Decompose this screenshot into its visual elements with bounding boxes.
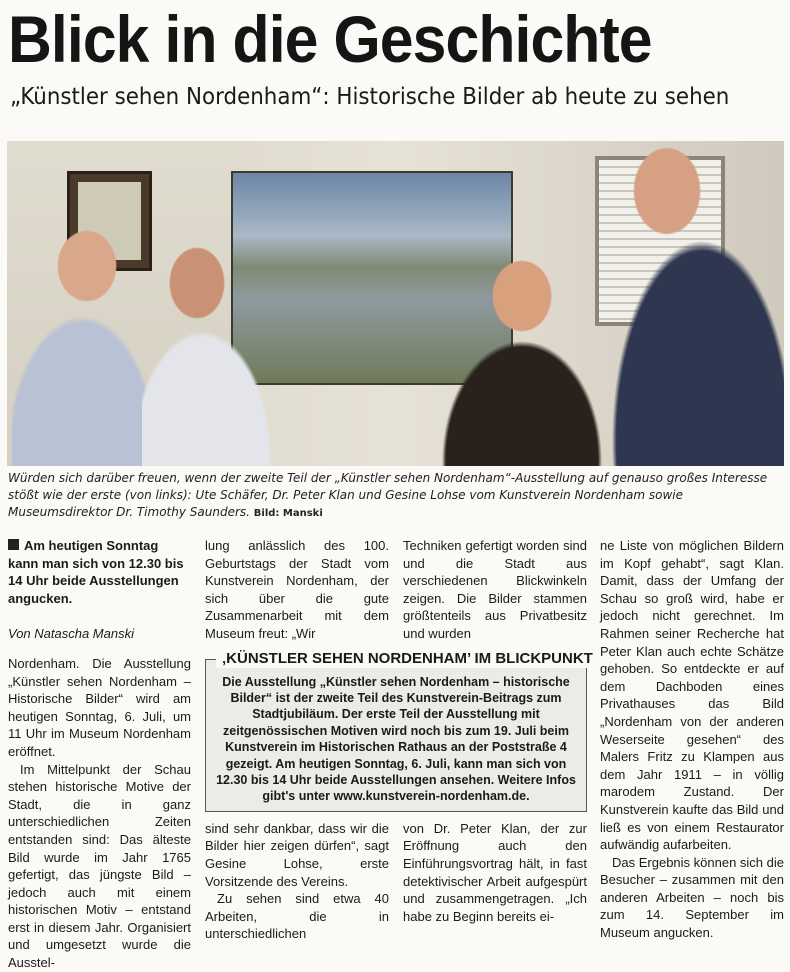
photo-caption — [8, 470, 786, 522]
paragraph: von Dr. Peter Klan, der zur Eröffnung auch den Einführungsvortrag hält, in fast detektivischer Arbeit aufgespürt und zusammengetragen. „Ich habe zu Beginn bereits ei- — [403, 820, 587, 924]
paragraph: ne Liste von möglichen Bildern im Kopf gehabt“, sagt Klan. Damit, dass der Umfang der Schau so groß wird, habe er jedoch nicht gerechnet. Im Rahmen seiner Recherche hat Peter Klan auch echte Schätze gehoben. So entdeckte er auf dem Dachboden eines Privathauses das Bild „Nordenham von der anderen Weserseite gesehen“ des Malers Fritz zu Klampen aus dem Jahr 1911 – in völlig marodem Zustand. Der Kunstverein kaufte das Bild und ließ es von einem Restaurator aufwändig aufarbeiten. — [600, 538, 784, 853]
info-box-title: ‚KÜNSTLER SEHEN NORDENHAM’ IM BLICKPUNKT — [216, 650, 599, 668]
article-photo — [7, 141, 784, 466]
paragraph: Zu sehen sind etwa 40 Arbeiten, die in unterschiedlichen — [205, 891, 389, 942]
caption-text: Würden sich darüber freuen, wenn der zweite Teil der „Künstler sehen Nordenham“-Ausstellung auf genauso großes Interesse stößt wie der erste (von links): Ute Schäfer, Dr. Peter Klan und Gesine Lohse vom Kunstverein Nordenham sowie Museumsdirektor Dr. Timothy Saunders. — [8, 471, 768, 519]
photo-credit: Bild: Manski — [253, 508, 323, 519]
person-2 — [142, 241, 282, 466]
subheadline: „Künstler sehen Nordenham“: Historische Bilder ab heute zu sehen — [10, 84, 730, 110]
info-box — [205, 649, 593, 812]
column-2-bottom — [205, 820, 389, 943]
article-lead — [8, 537, 191, 607]
square-bullet-icon — [8, 539, 19, 550]
middle-bottom-row — [205, 820, 587, 943]
paragraph: Das Ergebnis können sich die Besucher – zusammen mit den anderen Arbeiten – noch bis zum 14. September im Museum angucken. — [600, 854, 784, 941]
person-1 — [12, 226, 152, 466]
column-1 — [8, 537, 191, 972]
info-box-body: Die Ausstellung „Künstler sehen Nordenham – historische Bilder“ ist der zweite Teil des Kunstverein-Beitrags zum Stadtjubiläum. Der erste Teil der Ausstellung mit zeitgenössischen Motiven wird noch bis zum 19. Juli beim Kunstverein im Historischen Rathaus an der Poststraße 4 gezeigt. Am heutigen Sonntag, 6. Juli, kann man sich von 12.30 bis 14 Uhr beide Ausstellungen ansehen. Weitere Infos gibt's unter www.kunstverein-nordenham.de. — [216, 674, 576, 804]
person-3 — [432, 251, 612, 466]
paragraph: Techniken gefertigt worden sind und die Stadt aus verschiedenen Blickwinkeln zeigen. Die Bilder stammen größtenteils aus Privatbesitz und wurden — [403, 538, 587, 641]
headline: Blick in die Geschichte — [8, 2, 652, 76]
column-3-top — [403, 537, 587, 643]
paragraph: Im Mittelpunkt der Schau stehen historische Motive der Stadt, die in ganz unterschiedlichen Zeiten entstanden sind: Das älteste Bild wurde im Jahr 1765 gefertigt, das jüngste Bild – jedoch auch mit einem historischen Motiv – entstand erst in diesem Jahr. Organisiert und umgesetzt wurde die Ausstel- — [8, 761, 191, 971]
middle-top-row — [205, 537, 587, 643]
column-4 — [600, 537, 784, 942]
column-3-bottom — [403, 820, 587, 943]
byline: Von Natascha Manski — [8, 626, 134, 642]
paragraph: Nordenham. Die Ausstellung „Künstler sehen Nordenham – Historische Bilder“ wird am heutigen Sonntag, 6. Juli, um 11 Uhr im Museum Nordenham eröffnet. — [8, 655, 191, 759]
paragraph: lung anlässlich des 100. Geburtstags der Stadt vom Kunstverein Nordenham, der sich über die gute Zusammenarbeit mit dem Museum freut: „Wir — [205, 538, 389, 641]
column-2-top — [205, 537, 389, 643]
person-4 — [607, 141, 784, 466]
paragraph: sind sehr dankbar, dass wir die Bilder hier zeigen dürfen“, sagt Gesine Lohse, erste Vorsitzende des Vereins. — [205, 820, 389, 889]
lead-text: Am heutigen Sonntag kann man sich von 12.30 bis 14 Uhr beide Ausstellungen angucken. — [8, 538, 184, 606]
middle-columns — [205, 537, 593, 943]
